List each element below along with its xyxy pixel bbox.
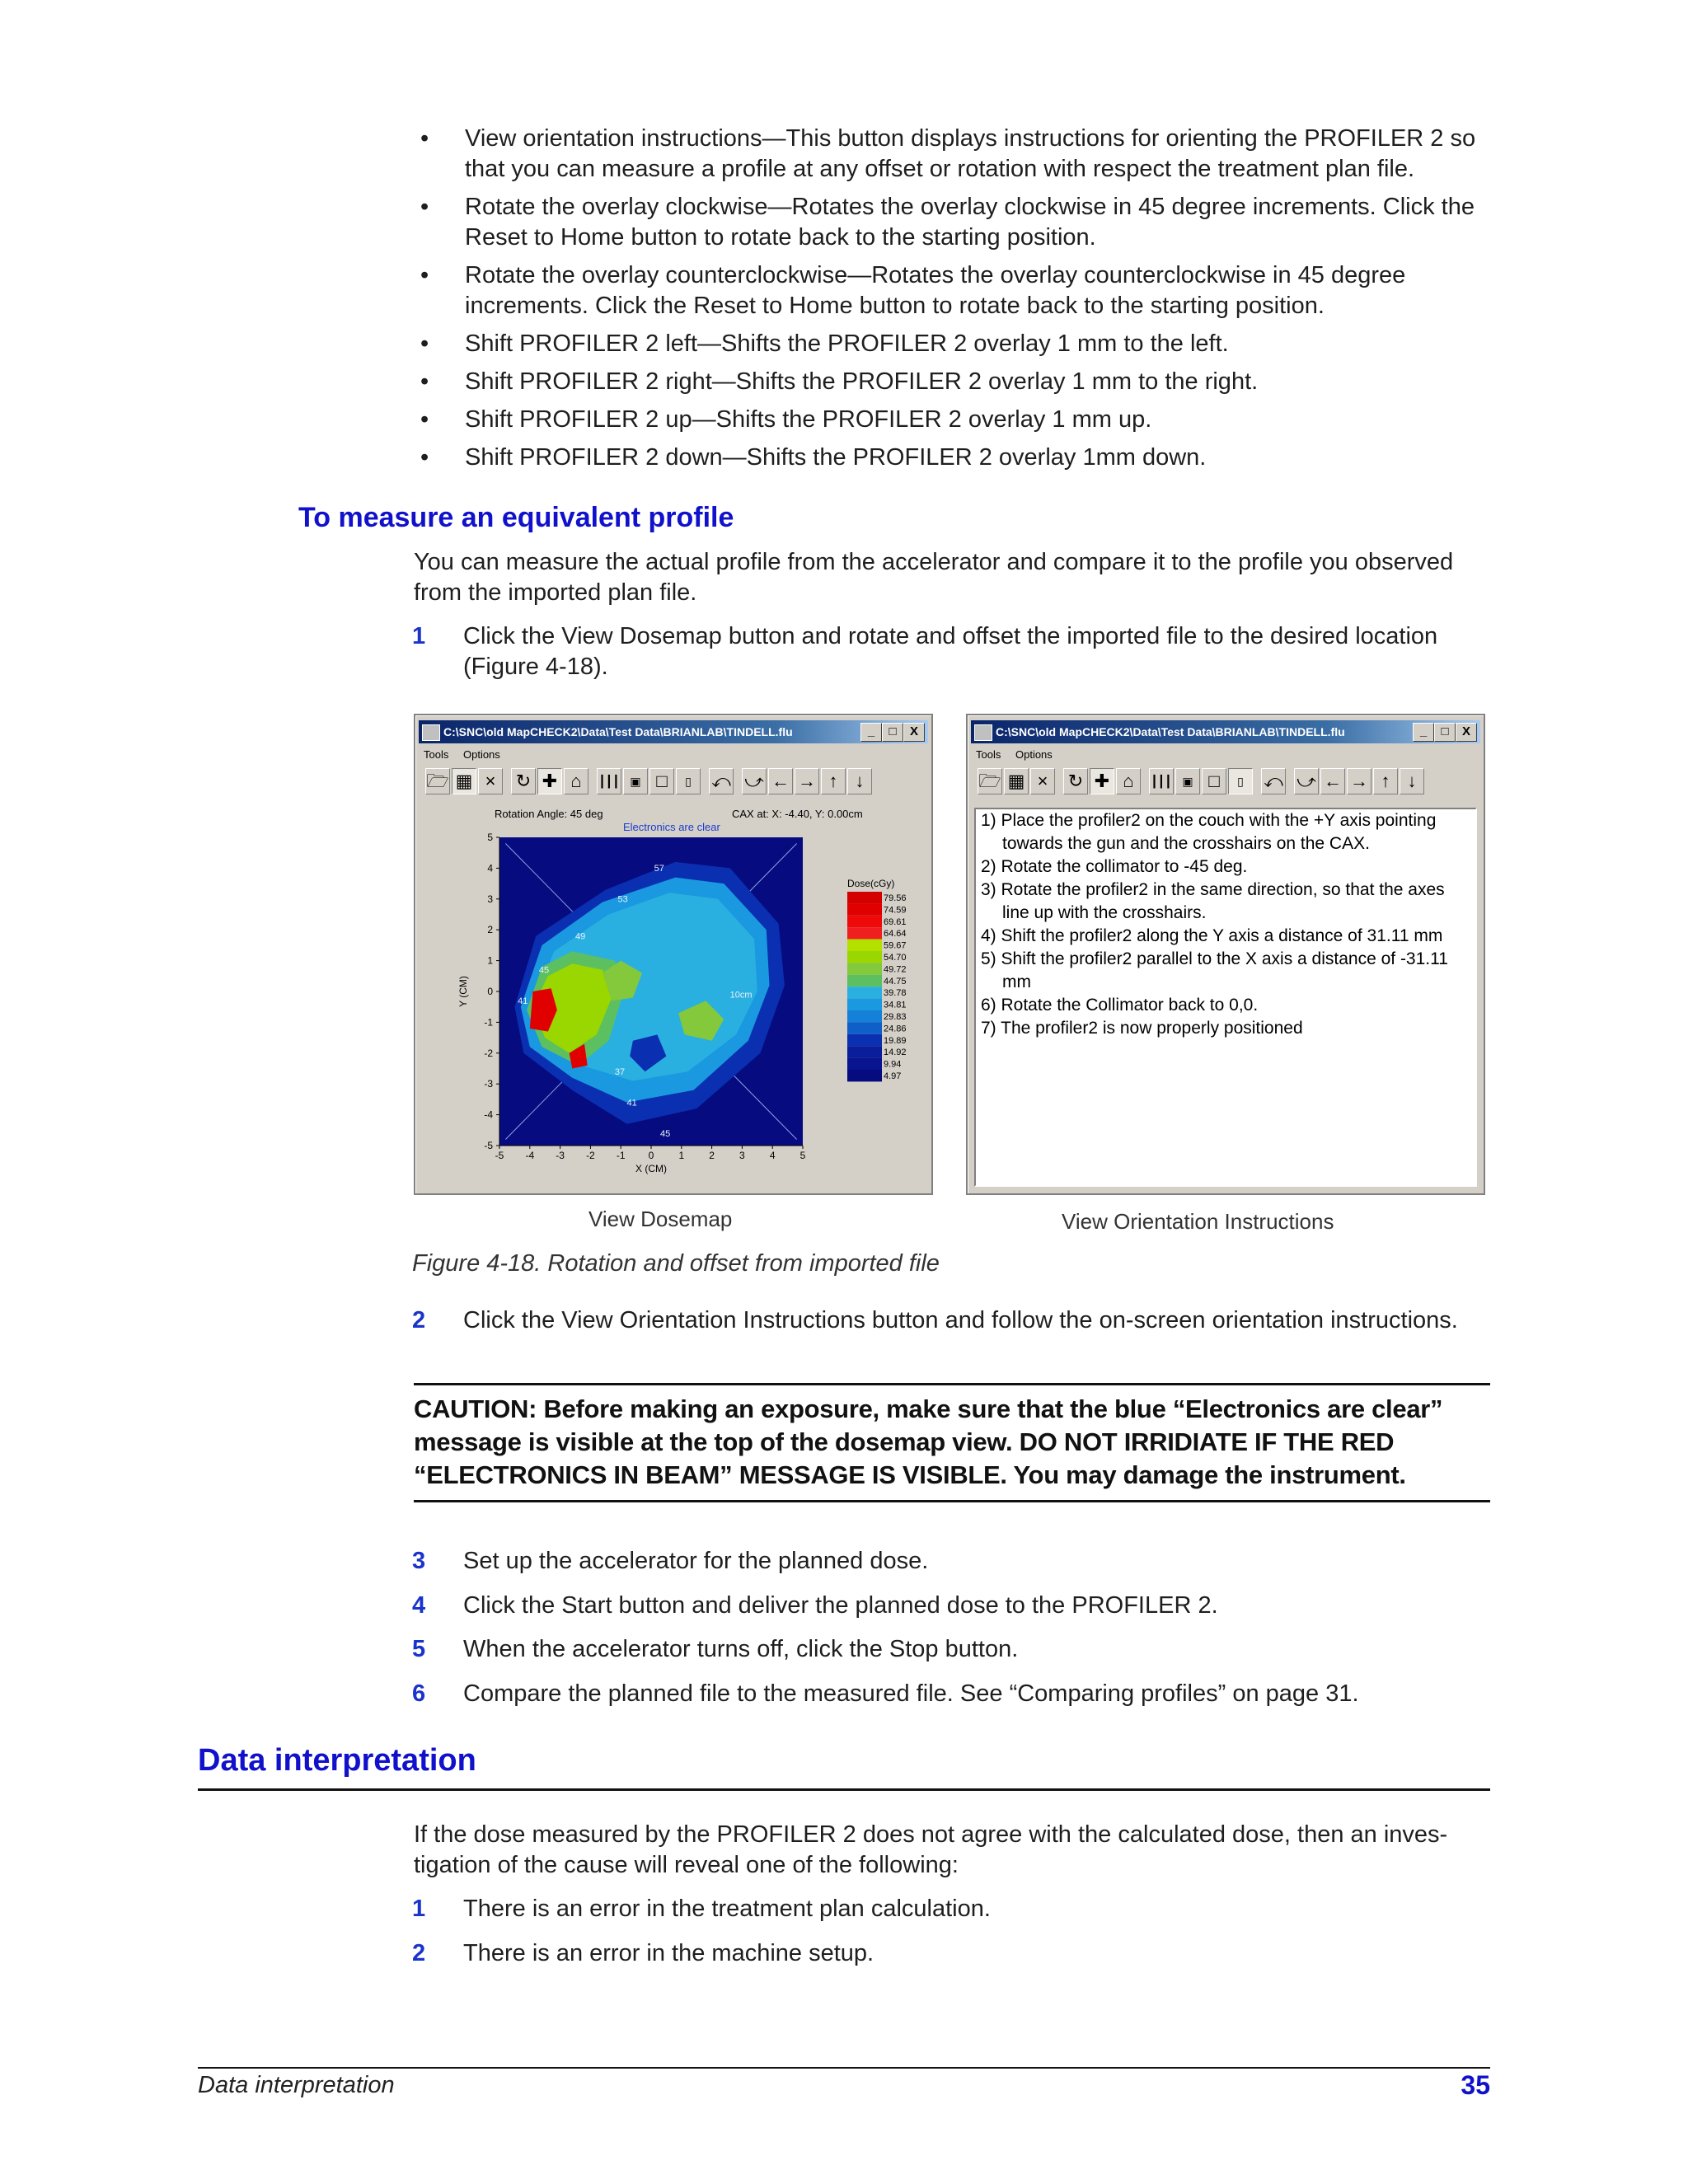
step-1 (412, 621, 1492, 682)
minimize-button[interactable]: _ (1413, 723, 1434, 742)
legend-swatch (847, 987, 882, 998)
app-icon (974, 724, 992, 741)
rotation-label: Rotation Angle: 45 deg (495, 808, 603, 820)
step-6 (412, 1679, 1492, 1709)
x-tick-label: -2 (586, 1150, 595, 1161)
x-tick-label: -4 (525, 1150, 535, 1161)
y-tick-label: -5 (484, 1140, 493, 1151)
legend-value: 69.61 (884, 916, 907, 927)
y-tick-label: 3 (487, 893, 493, 905)
bars-icon[interactable]: ┃┃┃ (597, 768, 621, 794)
legend-swatch (847, 975, 882, 987)
bullet-text: Shift PROFILER 2 down—Shifts the PROFILER 2 overlay 1mm down. (465, 444, 1207, 471)
x-axis-label: X (CM) (635, 1163, 667, 1174)
legend-value: 4.97 (884, 1071, 902, 1081)
step-text: There is an error in the machine setup. (463, 1940, 874, 1966)
toolbar (974, 768, 1477, 796)
interp-step-1 (412, 1894, 1492, 1924)
step-2 (412, 1305, 1492, 1336)
y-tick-label: 0 (487, 986, 493, 997)
dosemap-icon[interactable]: ▣ (1175, 768, 1200, 794)
open-icon[interactable]: 🗁 (978, 768, 1002, 794)
menu-options[interactable]: Options (462, 748, 500, 761)
legend-title: Dose(cGy) (847, 878, 895, 889)
footer-section: Data interpretation (198, 2072, 395, 2098)
legend-swatch (847, 963, 882, 974)
legend-value: 59.67 (884, 940, 907, 951)
bullet-dot: • (420, 406, 429, 433)
step-3 (412, 1546, 1492, 1577)
bullet-item (420, 367, 1492, 397)
step-text: Set up the accelerator for the planned dose. (463, 1548, 929, 1574)
rotate-icon[interactable]: ↻ (511, 768, 536, 794)
arrow-up-icon[interactable]: ↑ (1373, 768, 1398, 794)
bullet-item (420, 405, 1492, 435)
arrow-up-icon[interactable]: ↑ (821, 768, 846, 794)
cax-label: CAX at: X: -4.40, Y: 0.00cm (732, 808, 863, 820)
move-icon[interactable]: ✚ (537, 768, 562, 794)
bullet-text: Rotate the overlay counterclockwise—Rotates the overlay counterclockwise in 45 degree increments. Click the Reset to Home button to rotate back to the starting position. (465, 262, 1406, 319)
y-tick-label: -1 (484, 1016, 493, 1029)
legend-value: 14.92 (884, 1047, 907, 1058)
bullet-text: Shift PROFILER 2 up—Shifts the PROFILER 2 overlay 1 mm up. (465, 406, 1152, 433)
dose-point-label: 41 (626, 1098, 637, 1108)
step-number: 6 (412, 1680, 426, 1707)
arrow-right-icon[interactable]: → (1347, 768, 1372, 794)
legend-swatch (847, 892, 882, 903)
bullet-dot: • (420, 368, 429, 395)
arrow-down-icon[interactable]: ↓ (1400, 768, 1424, 794)
bullet-text: Rotate the overlay clockwise—Rotates the overlay clockwise in 45 degree increments. Click the Reset to Home button to rotate back to the starting position. (465, 194, 1475, 251)
legend-value: 9.94 (884, 1059, 902, 1070)
footer-rule (198, 2067, 1490, 2069)
dose-point-label: 37 (614, 1066, 626, 1077)
legend-swatch (847, 940, 882, 951)
y-tick-label: 5 (487, 832, 493, 843)
rotate-cw-icon[interactable]: ⤺ (1261, 768, 1286, 794)
legend-value: 24.86 (884, 1024, 907, 1034)
y-tick-label: -3 (484, 1078, 493, 1090)
bullet-dot: • (420, 330, 429, 357)
dose-point-label: 57 (654, 864, 664, 874)
rotate-ccw-icon[interactable]: ⤻ (1294, 768, 1319, 794)
legend-value: 79.56 (884, 893, 907, 903)
close-button[interactable]: X (903, 723, 925, 742)
rotate-ccw-icon[interactable]: ⤻ (742, 768, 767, 794)
left-caption: View Dosemap (588, 1207, 733, 1231)
bullet-text: Shift PROFILER 2 left—Shifts the PROFILER 2 overlay 1 mm to the left. (465, 330, 1229, 357)
page-number: 35 (1461, 2070, 1490, 2100)
x-tick-label: -3 (556, 1150, 565, 1161)
grid-icon[interactable]: ▦ (452, 768, 476, 794)
step-text: There is an error in the treatment plan calculation. (463, 1896, 991, 1922)
step-number: 2 (412, 1307, 426, 1333)
maximize-button[interactable]: □ (1434, 723, 1456, 742)
legend-swatch (847, 1046, 882, 1057)
legend-swatch (847, 1010, 882, 1022)
home-icon[interactable]: ⌂ (1116, 768, 1141, 794)
menu-options[interactable]: Options (1015, 748, 1053, 761)
instruction-line: line up with the crosshairs. (1002, 903, 1207, 922)
menu-bar (976, 748, 1064, 761)
instruction-line: mm (1002, 972, 1031, 991)
close-button[interactable]: X (1456, 723, 1477, 742)
bullet-dot: • (420, 444, 429, 471)
menu-tools[interactable]: Tools (424, 748, 449, 761)
bars-icon[interactable]: ┃┃┃ (1149, 768, 1174, 794)
dose-point-label: 10cm (729, 990, 753, 1001)
x-tick-label: 5 (799, 1150, 806, 1161)
arrow-right-icon[interactable]: → (795, 768, 819, 794)
caution-top-rule (414, 1383, 1490, 1385)
bullet-item (420, 260, 1492, 321)
dose-point-label: 45 (660, 1128, 671, 1139)
y-axis-label: Y (CM) (457, 976, 469, 1007)
data-interp-heading: Data interpretation (198, 1743, 476, 1778)
caution-bottom-rule (414, 1500, 1490, 1502)
bullet-dot: • (420, 194, 429, 220)
legend-swatch (847, 1070, 882, 1081)
step-text: When the accelerator turns off, click the Stop button. (463, 1636, 1019, 1662)
caution-message: CAUTION: Before making an exposure, make sure that the blue “Electronics are clear” message is visible at the top of the dosemap view. DO NOT IRRIDIATE IF THE RED “ELECTRONICS IN BEAM” MESSAGE IS VISIBLE. You may damage the instrument. (414, 1394, 1443, 1489)
legend-value: 39.78 (884, 988, 907, 999)
legend-value: 54.70 (884, 953, 907, 963)
y-tick-label: 4 (487, 862, 493, 874)
y-tick-label: 1 (487, 954, 493, 967)
heading-rule (198, 1788, 1490, 1791)
blank-icon[interactable]: □ (1202, 768, 1226, 794)
step-text: Compare the planned file to the measured file. See “Comparing profiles” on page 31. (463, 1680, 1359, 1707)
arrow-left-icon[interactable]: ← (1320, 768, 1345, 794)
x-tick-label: 4 (769, 1150, 776, 1161)
book-icon[interactable]: ▯ (676, 768, 701, 794)
orientation-window (966, 714, 1485, 1195)
legend-value: 44.75 (884, 976, 907, 987)
instructions-panel (974, 808, 1477, 1187)
legend-swatch (847, 927, 882, 939)
window-title: C:\SNC\old MapCHECK2\Data\Test Data\BRIANLAB\TINDELL.flu (996, 725, 1345, 738)
legend-value: 19.89 (884, 1035, 907, 1046)
dose-point-label: 41 (518, 996, 528, 1006)
legend-value: 64.64 (884, 929, 907, 940)
minimize-button[interactable]: _ (860, 723, 882, 742)
legend-swatch (847, 903, 882, 915)
instruction-line: 5) Shift the profiler2 parallel to the X axis a distance of -31.11 (981, 949, 1448, 968)
instruction-line: 2) Rotate the collimator to -45 deg. (981, 857, 1248, 876)
legend-value: 29.83 (884, 1012, 907, 1022)
x-icon[interactable]: × (478, 768, 503, 794)
step-number: 3 (412, 1548, 426, 1574)
bullet-item (420, 329, 1492, 359)
rotate-icon[interactable]: ↻ (1063, 768, 1088, 794)
step-number: 2 (412, 1940, 426, 1966)
legend-swatch (847, 999, 882, 1010)
interp-step-2 (412, 1938, 1492, 1969)
instruction-line: 4) Shift the profiler2 along the Y axis a distance of 31.11 mm (981, 926, 1443, 945)
step-number: 4 (412, 1592, 426, 1619)
y-tick-label: -2 (484, 1047, 493, 1059)
window-titlebar (971, 720, 1480, 743)
dosemap-window (414, 714, 933, 1195)
bullet-item (420, 443, 1492, 473)
x-tick-label: 2 (709, 1150, 715, 1161)
window-title: C:\SNC\old MapCHECK2\Data\Test Data\BRIANLAB\TINDELL.flu (443, 725, 793, 738)
step-number: 5 (412, 1636, 426, 1662)
dosemap-chart (415, 715, 931, 1193)
grid-icon[interactable]: ▦ (1004, 768, 1029, 794)
instruction-line: 7) The profiler2 is now properly positioned (981, 1019, 1303, 1038)
bullet-dot: • (420, 125, 429, 152)
step-text: Click the View Dosemap button and rotate and offset the imported file to the desired location (Figure 4-18). (463, 623, 1438, 680)
legend-swatch (847, 1034, 882, 1046)
x-icon[interactable]: × (1030, 768, 1055, 794)
section-heading: To measure an equivalent profile (298, 502, 734, 533)
x-tick-label: 3 (739, 1150, 745, 1161)
legend-swatch (847, 916, 882, 927)
instruction-line: 1) Place the profiler2 on the couch with the +Y axis pointing (981, 811, 1437, 830)
dosemap-icon[interactable]: ▣ (623, 768, 648, 794)
legend-swatch (847, 951, 882, 963)
x-tick-label: -5 (495, 1150, 504, 1161)
move-icon[interactable]: ✚ (1090, 768, 1114, 794)
instruction-line: 6) Rotate the Collimator back to 0,0. (981, 996, 1259, 1015)
y-tick-label: -4 (484, 1108, 493, 1121)
legend-value: 74.59 (884, 905, 907, 916)
bullet-list (420, 124, 1492, 480)
open-icon[interactable]: 🗁 (425, 768, 450, 794)
rotate-cw-icon[interactable]: ⤺ (709, 768, 734, 794)
menu-tools[interactable]: Tools (976, 748, 1001, 761)
bullet-text: Shift PROFILER 2 right—Shifts the PROFILER 2 overlay 1 mm to the right. (465, 368, 1259, 395)
x-tick-label: -1 (616, 1150, 626, 1161)
step-number: 1 (412, 1896, 426, 1922)
dose-point-label: 49 (575, 931, 586, 942)
legend-value: 34.81 (884, 1000, 907, 1010)
right-caption: View Orientation Instructions (1062, 1209, 1334, 1234)
arrow-down-icon[interactable]: ↓ (847, 768, 872, 794)
arrow-left-icon[interactable]: ← (768, 768, 793, 794)
dose-point-label: 45 (538, 965, 550, 976)
bullet-item (420, 192, 1492, 253)
maximize-button[interactable]: □ (882, 723, 903, 742)
y-tick-label: 2 (487, 924, 493, 936)
electronics-status: Electronics are clear (623, 821, 720, 833)
legend-swatch (847, 1058, 882, 1070)
instruction-line: 3) Rotate the profiler2 in the same direction, so that the axes (981, 880, 1445, 899)
home-icon[interactable]: ⌂ (564, 768, 588, 794)
step-number: 1 (412, 623, 426, 649)
step-5 (412, 1634, 1492, 1665)
step-text: Click the View Orientation Instructions button and follow the on-screen orientation instructions. (463, 1307, 1458, 1333)
book-icon[interactable]: ▯ (1228, 768, 1253, 794)
bullet-dot: • (420, 262, 429, 288)
dose-point-label: 53 (617, 894, 628, 905)
section-intro: You can measure the actual profile from the accelerator and compare it to the profile you observed from the imported plan file. (414, 549, 1454, 606)
step-text: Click the Start button and deliver the planned dose to the PROFILER 2. (463, 1592, 1218, 1619)
bullet-text: View orientation instructions—This button displays instructions for orienting the PROFILER 2 so that you can measure a profile at any offset or rotation with respect the treatment plan file. (465, 125, 1476, 182)
figure-caption: Figure 4-18. Rotation and offset from imported file (412, 1250, 940, 1277)
blank-icon[interactable]: □ (649, 768, 674, 794)
step-4 (412, 1591, 1492, 1621)
bullet-item (420, 124, 1492, 185)
x-tick-label: 0 (648, 1150, 654, 1161)
data-interp-intro: If the dose measured by the PROFILER 2 does not agree with the calculated dose, then an inves- tigation of the cause will reveal one of the following: (414, 1821, 1448, 1878)
legend-value: 49.72 (884, 964, 907, 975)
x-tick-label: 1 (678, 1150, 685, 1161)
instruction-line: towards the gun and the crosshairs on the CAX. (1002, 834, 1370, 853)
legend-swatch (847, 1022, 882, 1033)
